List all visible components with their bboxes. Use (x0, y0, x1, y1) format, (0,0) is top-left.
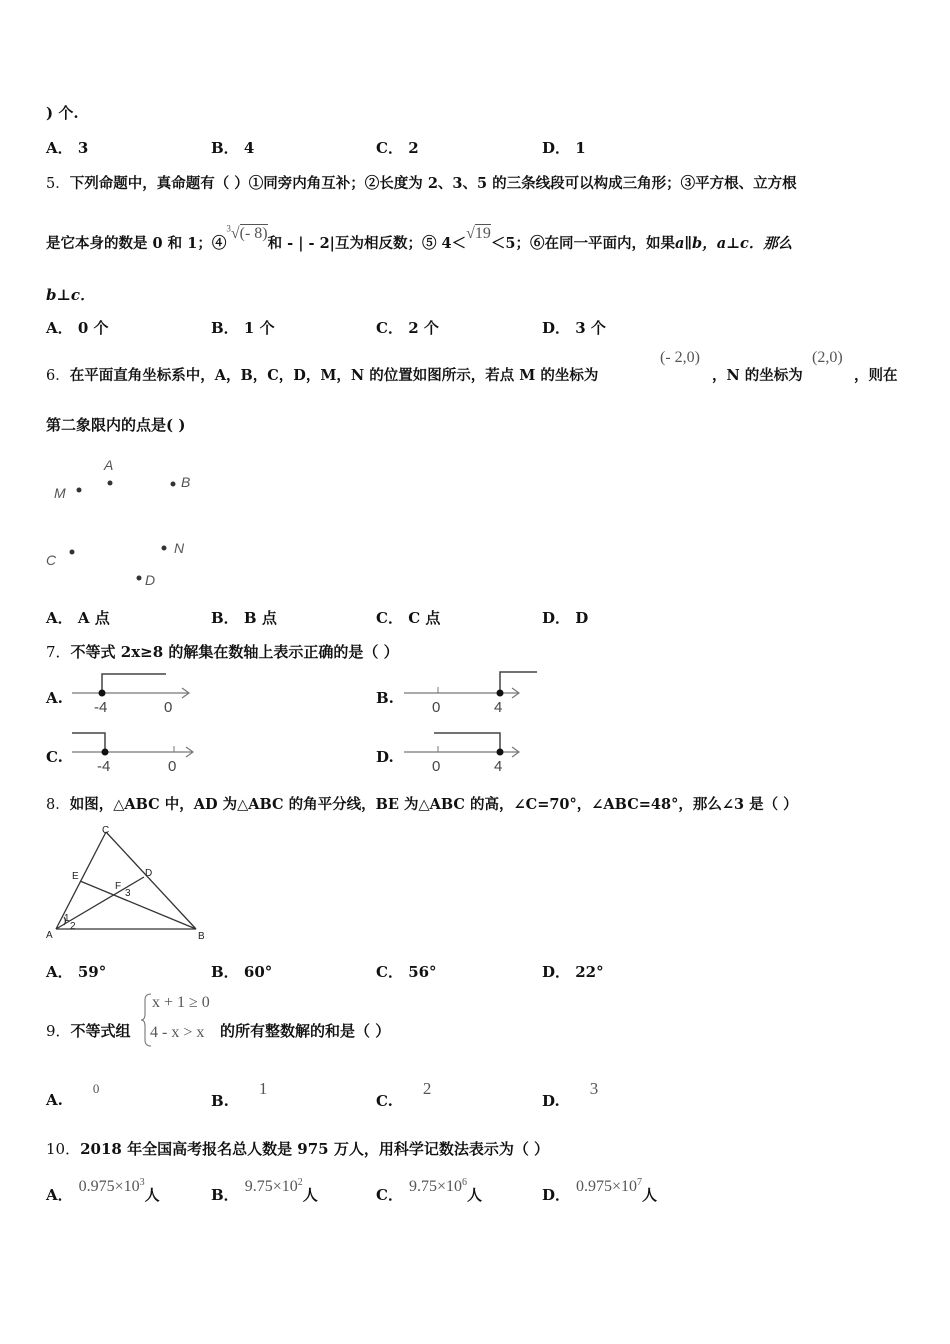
label-d: D (145, 868, 153, 879)
q7-number-line-b[interactable] (400, 668, 540, 718)
q9-option-a[interactable]: A.0 (46, 1081, 100, 1109)
n-coordinate: (2,0) (812, 349, 843, 366)
tick-label: 4 (494, 699, 503, 716)
q7-option-d-label[interactable]: D. (376, 748, 394, 766)
label-f: F (115, 881, 122, 892)
q6-option-b[interactable]: B． B 点 (211, 609, 277, 627)
point-label-c: C (46, 552, 57, 568)
q5-option-c[interactable]: C． 2 个 (376, 319, 439, 337)
q4-option-d[interactable]: D． 1 (542, 139, 586, 157)
q10-line: 10．2018 年全国高考报名总人数是 975 万人，用科学记数法表示为（ ） (46, 1140, 550, 1158)
q7-line: 7．不等式 2x≥8 的解集在数轴上表示正确的是（ ） (46, 643, 399, 661)
q8-option-d[interactable]: D． 22° (542, 963, 604, 981)
q5-line1 (46, 172, 797, 193)
tick-label: 0 (164, 699, 173, 716)
q9-text-b: 的所有整数解的和是（ ） (220, 1022, 391, 1040)
inequality-1: x + 1 ≥ 0 (152, 994, 210, 1011)
tick-label: 4 (494, 758, 503, 775)
q8-triangle-figure (44, 825, 214, 945)
label-a: A (46, 930, 53, 941)
q6-line2: 第二象限内的点是( ) (46, 416, 186, 434)
q4-tail: ) 个. (46, 104, 79, 122)
point-label-b: B (181, 474, 191, 490)
q5-option-a[interactable]: A． 0 个 (46, 319, 109, 337)
q5-number: 5． (46, 176, 70, 192)
q9-option-b[interactable]: B.1 (211, 1079, 268, 1110)
q6-option-c[interactable]: C． C 点 (376, 609, 441, 627)
q6-option-d[interactable]: D． D (542, 609, 589, 627)
point-n (162, 546, 167, 551)
q10-option-d[interactable]: D． $0.975\times 10^7$人 (542, 1177, 658, 1204)
m-coordinate: (- 2,0) (660, 349, 700, 366)
q6-line1: 6．在平面直角坐标系中，A，B，C，D，M，N 的位置如图所示，若点 M 的坐标为 (46, 367, 599, 384)
point-m (77, 488, 82, 493)
q10-option-b[interactable]: B． $9.75\times 10^2$人 (211, 1177, 318, 1204)
q4-option-a[interactable]: A． 3 (46, 139, 89, 157)
label-angle-2: 2 (70, 921, 76, 932)
tick-label: 0 (432, 758, 441, 775)
q10-option-c[interactable]: C． $9.75\times 10^6$人 (376, 1177, 482, 1204)
q5-text: 下列命题中，真命题有（ ）①同旁内角互补；②长度为 2、3、5 的三条线段可以构成三角形；③平方根、立方根 (69, 175, 797, 192)
q6-figure (44, 452, 224, 592)
point-a (108, 481, 113, 486)
q6-text-c: ，则在 (854, 367, 898, 384)
tick-label: 0 (168, 758, 177, 775)
label-angle-1: 1 (64, 913, 70, 924)
q7-number-line-a[interactable] (70, 670, 200, 718)
q5-line3: b⊥c． (46, 286, 96, 304)
q7-option-c-label[interactable]: C. (46, 748, 63, 766)
q5-option-b[interactable]: B． 1 个 (211, 319, 275, 337)
q5-line2: 是它本身的数是 0 和 1；④$^3$√(- 8)和 - | - 2|互为相反数；⑤ 4＜√19＜5；⑥在同一平面内，如果a∥b，a⊥c．那么 (46, 223, 793, 252)
q7-number-line-c[interactable] (70, 728, 200, 776)
point-b (171, 482, 176, 487)
label-c: C (102, 825, 110, 836)
q9-option-d[interactable]: D.3 (542, 1079, 599, 1110)
point-label-n: N (174, 540, 185, 556)
tick-label: 0 (432, 699, 441, 716)
q6-option-a[interactable]: A． A 点 (46, 609, 110, 627)
point-label-a: A (104, 457, 114, 473)
q8-option-b[interactable]: B． 60° (211, 963, 273, 981)
q4-option-c[interactable]: C． 2 (376, 139, 419, 157)
point-c (70, 550, 75, 555)
q6-text-b: ，N 的坐标为 (712, 367, 803, 384)
q7-option-a-label[interactable]: A. (46, 689, 63, 707)
q4-option-b[interactable]: B． 4 (211, 139, 255, 157)
label-angle-3: 3 (125, 888, 131, 899)
q8-option-c[interactable]: C． 56° (376, 963, 437, 981)
q8-option-a[interactable]: A． 59° (46, 963, 107, 981)
q10-option-a[interactable]: A． $0.975\times 10^3$人 (46, 1177, 160, 1204)
q7-number-line-d[interactable] (400, 728, 530, 776)
q9-line-a: 9．不等式组 (46, 1022, 131, 1040)
point-label-d: D (145, 572, 156, 588)
inequality-2: 4 - x > x (150, 1024, 205, 1041)
q5-option-d[interactable]: D． 3 个 (542, 319, 606, 337)
label-b: B (198, 931, 205, 942)
q8-line: 8．如图，△ABC 中，AD 为△ABC 的角平分线，BE 为△ABC 的高，∠C=70°，∠ABC=48°，那么∠3 是（ ） (46, 796, 798, 813)
tick-label: -4 (94, 699, 108, 716)
q9-option-c[interactable]: C.2 (376, 1079, 432, 1110)
point-d (137, 576, 142, 581)
sqrt-expression: √19 (466, 225, 491, 242)
q7-option-b-label[interactable]: B. (376, 689, 394, 707)
cube-root-expression: $^3$√(- 8) (226, 223, 268, 242)
label-e: E (72, 871, 79, 882)
point-label-m: M (54, 485, 66, 501)
tick-label: -4 (97, 758, 111, 775)
